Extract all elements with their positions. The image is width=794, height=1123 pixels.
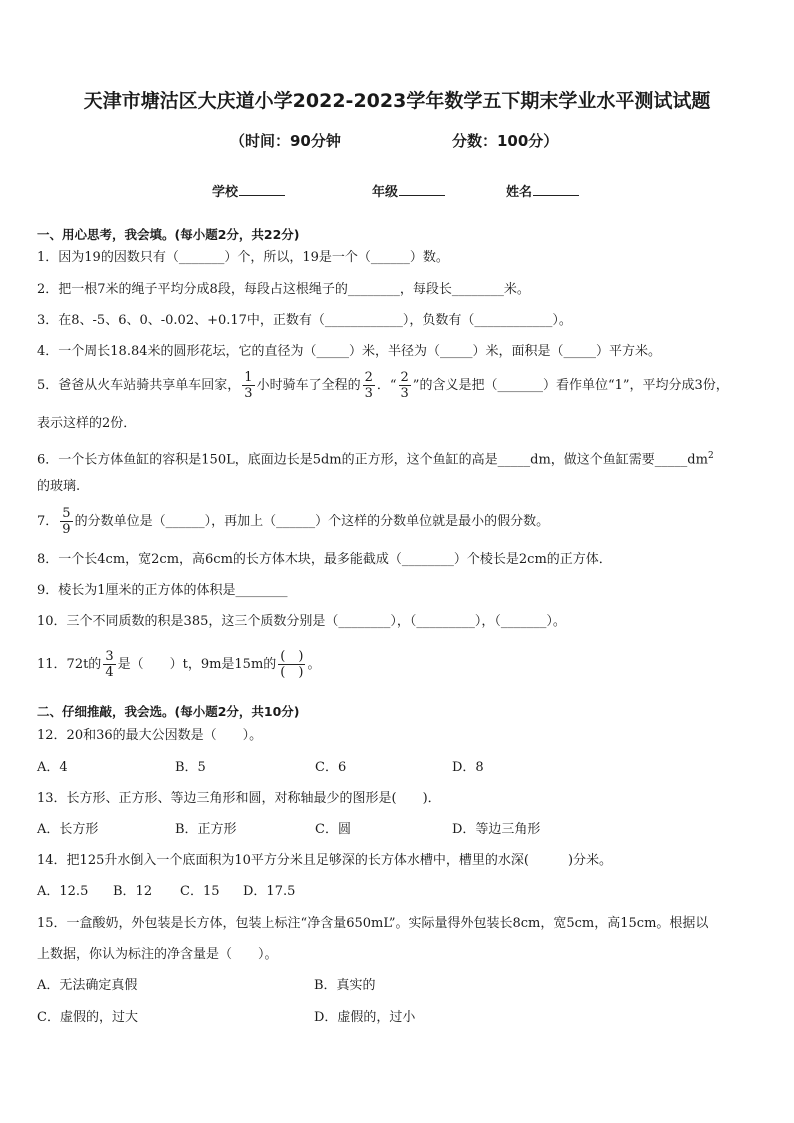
q12-option-d[interactable]: D．8 <box>452 760 484 775</box>
name-blank[interactable] <box>533 183 579 196</box>
q5-fraction-2: $\frac{2}{3}$ <box>364 370 373 401</box>
q11-text-a: 11．72t的 <box>37 657 102 672</box>
question-11 <box>37 649 320 680</box>
q13-option-c[interactable]: C．圆 <box>315 822 351 837</box>
grade-label: 年级 <box>372 185 399 200</box>
q15-option-c[interactable]: C．虚假的，过大 <box>37 1010 138 1025</box>
question-15: 15．一盒酸奶，外包装是长方体，包装上标注“净含量650mL”。实际量得外包装长8cm，宽5cm，高15cm。根据以 <box>37 916 709 931</box>
q5-text-c: ．“ <box>376 378 397 393</box>
school-blank[interactable] <box>239 183 285 196</box>
question-6-line-2: 的玻璃. <box>37 479 81 494</box>
q14-option-d[interactable]: D．17.5 <box>243 884 296 899</box>
q13-option-a[interactable]: A．长方形 <box>37 822 99 837</box>
q15-option-b[interactable]: B．真实的 <box>314 978 376 993</box>
question-10: 10．三个不同质数的积是385，这三个质数分别是（________），（_________），（_______）。 <box>37 614 566 629</box>
q5-text-d: ”的含义是把（_______）看作单位“1”，平均分成3份， <box>412 378 729 393</box>
question-14: 14．把125升水倒入一个底面积为10平方分米且足够深的长方体水槽中，槽里的水深( )分米。 <box>37 853 613 868</box>
question-2: 2．把一根7米的绳子平均分成8段，每段占这根绳子的________，每段长________米。 <box>37 282 530 297</box>
school-field <box>212 181 285 200</box>
q5-fraction-3: $\frac{2}{3}$ <box>400 370 409 401</box>
q11-text-c: 。 <box>307 657 321 672</box>
question-5 <box>37 370 729 401</box>
q14-option-c[interactable]: C．15 <box>180 884 220 899</box>
q15-option-d[interactable]: D．虚假的，过小 <box>314 1010 416 1025</box>
name-label: 姓名 <box>506 185 533 200</box>
question-5-line-2: 表示这样的2份． <box>37 416 137 431</box>
q5-text-a: 5．爸爸从火车站骑共享单车回家， <box>37 378 241 393</box>
q11-fraction-1: $\frac{3}{4}$ <box>105 649 114 680</box>
question-12: 12．20和36的最大公因数是（ ）。 <box>37 728 263 743</box>
q12-option-c[interactable]: C．6 <box>315 760 347 775</box>
question-9: 9．棱长为1厘米的正方体的体积是________ <box>37 583 288 598</box>
question-4: 4．一个周长18.84米的圆形花坛，它的直径为（_____）米，半径为（_____）米，面积是（_____）平方米。 <box>37 344 661 359</box>
q5-fraction-1: $\frac{1}{3}$ <box>244 370 253 401</box>
question-15-line-2: 上数据，你认为标注的净含量是（ ）。 <box>37 947 278 962</box>
q11-text-b: 是（ ）t，9m是15m的 <box>117 657 277 672</box>
exam-time: （时间：90分钟 <box>230 132 341 150</box>
question-7 <box>37 506 549 537</box>
q7-fraction: $\frac{5}{9}$ <box>62 506 71 537</box>
question-1: 1．因为19的因数只有（_______）个，所以，19是一个（______）数。 <box>37 250 449 265</box>
school-label: 学校 <box>212 185 239 200</box>
grade-blank[interactable] <box>399 183 445 196</box>
name-field <box>506 181 579 200</box>
q6-text: 6．一个长方体鱼缸的容积是150L，底面边长是5dm的正方形，这个鱼缸的高是_____dm，做这个鱼缸需要_____dm <box>37 452 708 468</box>
section-2-heading: 二、仔细推敲，我会选。(每小题2分，共10分) <box>37 704 300 719</box>
grade-field <box>372 181 445 200</box>
question-8: 8．一个长4cm，宽2cm，高6cm的长方体木块，最多能截成（________）个棱长是2cm的正方体． <box>37 552 612 567</box>
question-3: 3．在8、-5、6、0、-0.02、+0.17中，正数有（____________），负数有（____________）。 <box>37 313 572 328</box>
exam-score: 分数：100分） <box>452 132 559 150</box>
question-6 <box>37 447 714 469</box>
q13-option-d[interactable]: D．等边三角形 <box>452 822 541 837</box>
q11-fraction-blank: $\frac{( )}{( )}$ <box>280 649 304 680</box>
q12-option-a[interactable]: A．4 <box>37 760 68 775</box>
q7-number: 7． <box>37 514 59 529</box>
q15-option-a[interactable]: A．无法确定真假 <box>37 978 138 993</box>
q14-option-a[interactable]: A．12.5 <box>37 884 89 899</box>
q12-option-b[interactable]: B．5 <box>175 760 206 775</box>
q14-option-b[interactable]: B．12 <box>113 884 153 899</box>
q7-text: 的分数单位是（______），再加上（______）个这样的分数单位就是最小的假分数。 <box>74 514 550 529</box>
q6-superscript: 2 <box>707 451 714 461</box>
question-13: 13．长方形、正方形、等边三角形和圆，对称轴最少的图形是( )． <box>37 791 441 806</box>
q13-option-b[interactable]: B．正方形 <box>175 822 237 837</box>
exam-title: 天津市塘沽区大庆道小学2022-2023学年数学五下期末学业水平测试试题 <box>83 90 711 112</box>
section-1-heading: 一、用心思考，我会填。(每小题2分，共22分) <box>37 227 300 242</box>
q5-text-b: 小时骑车了全程的 <box>256 378 361 393</box>
